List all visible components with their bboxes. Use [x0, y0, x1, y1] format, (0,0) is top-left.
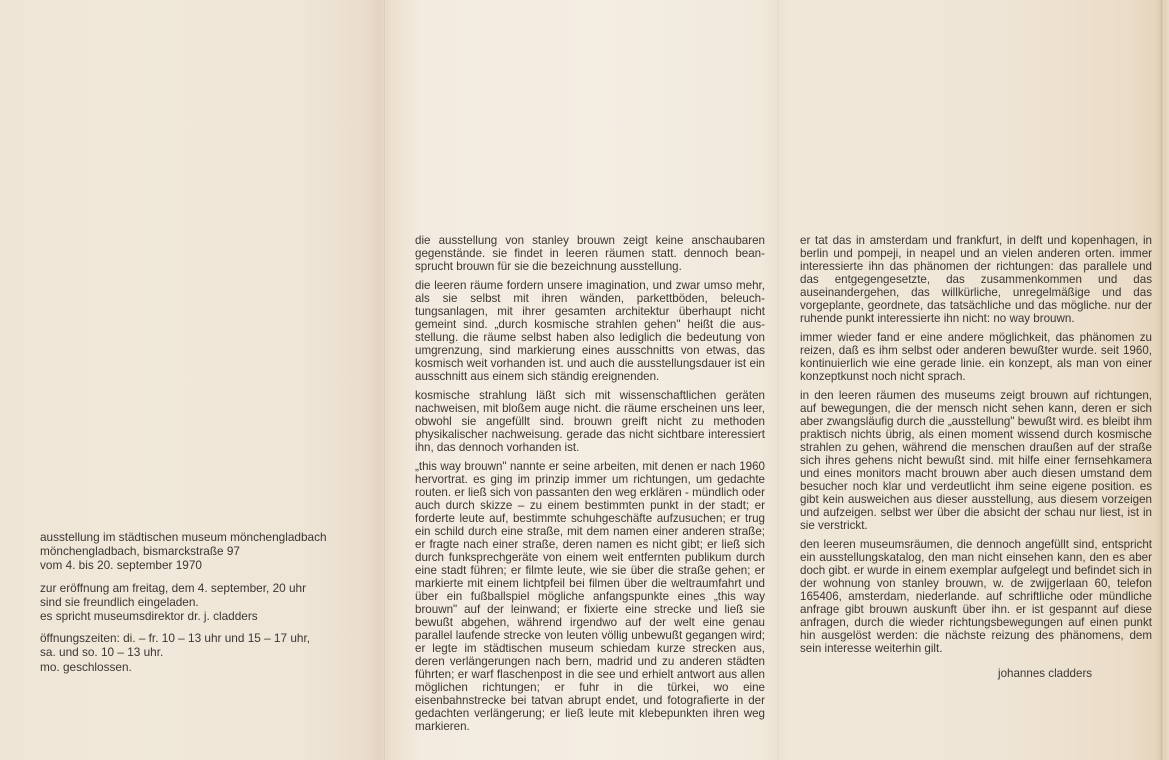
hours-weekday-line: öffnungszeiten: di. – fr. 10 – 13 uhr und 15 – 17 uhr, — [40, 631, 311, 646]
closed-day-line: mo. geschlossen. — [40, 659, 132, 674]
author-signature: johannes cladders — [998, 667, 1093, 680]
right-panel-essay — [800, 234, 1152, 686]
left-panel-info — [40, 530, 370, 682]
fold-line-left — [384, 0, 386, 760]
essay-paragraph: die leeren räume fordern unsere imagination, und zwar umso mehr, als sie selbst mit ihren wänden, parkettböden, beleuchtungsanlagen, mit ihrer gesamten architektur überhaupt nicht gemeint sind. „durch kosmische strahlen gehen" heißt die ausstellung. die räume selbst haben also lediglich die bedeutung von umgrenzung, sind markierung eines ausschnitts von etwas, das kosmisch weit vorhanden ist. und auch die ausstellungsdauer ist ein ausschnitt aus einem sich ständig ereignenden. — [415, 279, 765, 383]
paper-edge — [1161, 0, 1164, 760]
address-line: mönchengladbach, bismarckstraße 97 — [40, 544, 240, 559]
venue-block — [40, 530, 370, 573]
essay-paragraph: den leeren museumsräumen, die dennoch angefüllt sind, entspricht ein ausstellungskatalog, den man nicht einsehen kann, den es aber doch gibt. er wurde in einem exemplar aufgelegt und befindet sich in der wohnung von stanley brouwn, w. de zwijgerlaan 60, telefon 165406, amsterdam, niederlande. auf schriftliche oder mündliche anfrage gibt brouwn auskunft über ihn. er ist gespannt auf diese anfragen, durch die wieder richtungsbewegungen auf einen punkt hin ausgelöst werden: die nächste reizung des phänomens, dem sein interesse weiterhin gilt. — [800, 538, 1152, 655]
hours-block — [40, 631, 370, 674]
venue-line: ausstellung im städtischen museum mönchengladbach — [40, 530, 327, 544]
middle-panel-essay — [415, 234, 765, 739]
essay-paragraph: die ausstellung von stanley brouwn zeigt keine anschaubaren gegenstände. sie findet in leeren räumen statt. dennoch beansprucht brouwn für sie die bezeichnung ausstellung. — [415, 234, 765, 273]
essay-paragraph: immer wieder fand er eine andere möglichkeit, das phänomen zu reizen, daß es ihm selbst oder anderen bewußter wurde. seit 1960, kontinuierlich wie eine gerade linie. ein konzept, als man von einer konzeptkunst noch nicht sprach. — [800, 331, 1152, 383]
opening-line: zur eröffnung am freitag, dem 4. september, 20 uhr — [40, 580, 307, 595]
essay-paragraph: in den leeren räumen des museums zeigt brouwn auf richtungen, auf bewegungen, die der mensch nicht sehen kann, deren er sich aber zwangsläufig durch die „ausstellung" bewußt wird. es bleibt ihm praktisch nichts übrig, als einen moment wissend durch kosmische strahlen zu gehen, während die menschen draußen auf der straße sich ihres gehens nicht bewußt sind. mit hilfe einer fernsehkamera und eines monitors macht brouwn aber auch diesen umstand dem besucher noch klar und verdeutlicht ihm seine eigene position. es gibt kein ausweichen aus dieser ausstellung, aus diesem vorzeigen und aufzeigen. selbst wer über die absicht der schau nur liest, ist in sie verstrickt. — [800, 389, 1152, 532]
fold-line-right — [778, 0, 780, 760]
hours-weekend-line: sa. und so. 10 – 13 uhr. — [40, 645, 164, 660]
invitation-line: sind sie freundlich eingeladen. — [40, 594, 199, 609]
dates-line: vom 4. bis 20. september 1970 — [40, 558, 202, 573]
speaker-line: es spricht museumsdirektor dr. j. cladders — [40, 609, 258, 624]
opening-block — [40, 581, 370, 624]
essay-paragraph: „this way brouwn" nannte er seine arbeiten, mit denen er nach 1960 hervortrat. es ging im prinzip immer um richtungen, um gedachte routen. er ließ sich von passanten den weg erklären - mündlich oder auch durch skizze – zu einem bestimmten punkt in der stadt; er forderte leute auf, bestimmte schuhgeschäfte aufzusuchen; er trug ein schild durch eine straße, mit dem namen einer anderen straße; er fragte nach einer straße, deren namen es nicht gibt; er ließ sich durch funksprechgeräte von einem weit entfernten publikum durch eine stadt führen; er filmte leute, wie sie über die straße gehen; er markierte mit einem lichtpfeil bei filmen über die weltraumfahrt und über ein fußballspiel mögliche anfangspunkte eines „this way brouwn" auf der leinwand; er fixierte eine strecke und ließ sie bewußt abgehen, während irgendwo auf der welt eine genau parallel laufende strecke von leuten völlig unbewußt gegangen wird; er legte im städtischen museum schiedam kurze strecken aus, deren verlängerungen nach bern, madrid und zu anderen städten führten; er warf flaschenpost in die see und erhielt antwort aus allen möglichen richtungen; er fuhr in die türkei, wo eine eisenbahnstrecke bei tatvan abrupt endet, und fotografierte in der gedachten verlängerung; er ließ leute mit klebepunkten ihren weg markieren. — [415, 460, 765, 733]
essay-paragraph: er tat das in amsterdam und frankfurt, in delft und kopenhagen, in berlin und pompeji, in neapel und an vielen anderen orten. immer interessierte ihn das phänomen der richtungen: das parallele und das entgegengesetzte, das zusammenkommen und das auseinandergehen, das willkürliche, unregelmäßige und das vorgeplante, geordnete, das tatsächliche und das mögliche. nur der ruhende punkt interessierte ihn nicht: no way brouwn. — [800, 234, 1152, 325]
essay-paragraph: kosmische strahlung läßt sich mit wissenschaftlichen geräten nachweisen, mit bloßem auge nicht. die räume erscheinen uns leer, obwohl sie angefüllt sind. brouwn greift nicht zu methoden physikalischer nachweisung. gerade das nicht sichtbare interessiert ihn, das dennoch vorhanden ist. — [415, 389, 765, 454]
